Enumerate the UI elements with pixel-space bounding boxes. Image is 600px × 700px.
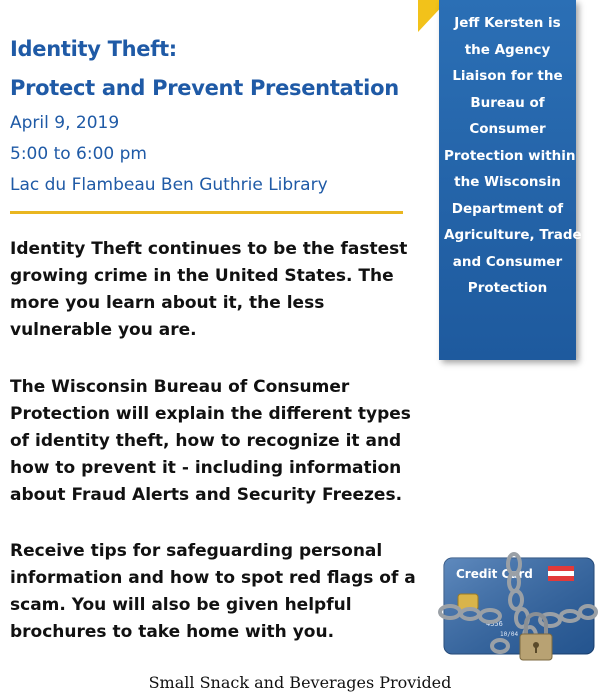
speaker-bio-line: the Agency — [464, 41, 551, 58]
event-date: April 9, 2019 — [10, 113, 120, 133]
event-title-line-1: Identity Theft: — [10, 37, 177, 61]
speaker-bio-line: Protection within — [444, 147, 576, 164]
event-header — [10, 30, 410, 201]
speaker-bio-line: and Consumer — [452, 253, 563, 270]
speaker-bio-line: Consumer — [469, 121, 546, 137]
speaker-bio-line: Liaison for the — [452, 68, 563, 84]
card-expiry: 10/04 — [500, 631, 519, 638]
speaker-bio-line: Agriculture, Trade — [444, 227, 582, 243]
speaker-bio-line: Bureau of — [470, 94, 545, 111]
bureau-paragraph: The Wisconsin Bureau of Consumer Protection will explain the different types of identity theft, how to recognize it and how to prevent it - including information about Fraud Alerts and Security Freezes. — [10, 377, 411, 505]
locked-credit-card-image — [430, 550, 598, 668]
event-title-line-2: Protect and Prevent Presentation — [10, 76, 399, 100]
speaker-bio-line: the Wisconsin — [454, 174, 561, 190]
event-location: Lac du Flambeau Ben Guthrie Library — [10, 175, 328, 195]
speaker-bio-line: Protection — [467, 280, 548, 296]
refreshments-note: Small Snack and Beverages Provided — [148, 673, 452, 692]
speaker-bio — [444, 10, 582, 302]
event-time: 5:00 to 6:00 pm — [10, 144, 147, 164]
intro-paragraph: Identity Theft continues to be the fastest growing crime in the United States. The more you learn about it, the less vulnerable you are. — [10, 239, 408, 340]
speaker-bio-line: Department of — [451, 200, 564, 217]
speaker-bio-line: Jeff Kersten is — [454, 15, 561, 31]
card-label: Credit Card — [456, 567, 533, 581]
tips-paragraph: Receive tips for safeguarding personal information and how to spot red flags of a scam. You will also be given helpful brochures to take home with you. — [10, 541, 416, 642]
card-number: 4556 — [486, 620, 503, 628]
header-divider — [10, 211, 403, 214]
